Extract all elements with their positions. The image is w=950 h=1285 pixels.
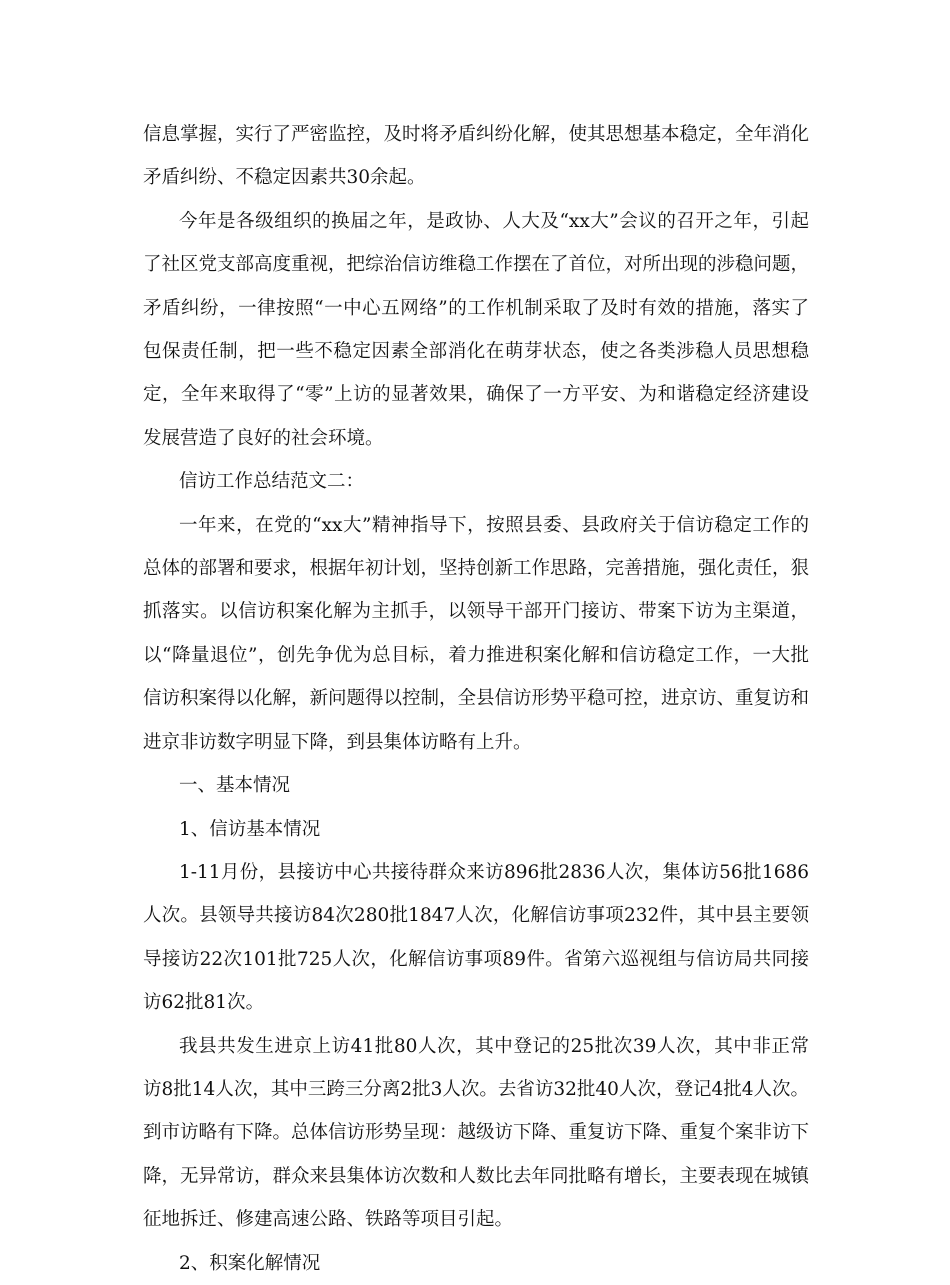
- paragraph: 今年是各级组织的换届之年，是政协、人大及“xx大”会议的召开之年，引起了社区党支部高度重视，把综治信访维稳工作摆在了首位，对所出现的涉稳问题，矛盾纠纷，一律按照“一中心五网络”的工作机制采取了及时有效的措施，落实了包保责任制，把一些不稳定因素全部消化在萌芽状态，使之各类涉稳人员思想稳定，全年来取得了“零”上访的显著效果，确保了一方平安、为和谐稳定经济建设发展营造了良好的社会环境。: [143, 210, 810, 449]
- paragraph: 我县共发生进京上访41批80人次，其中登记的25批次39人次，其中非正常访8批14人次，其中三跨三分离2批3人次。去省访32批40人次，登记4批4人次。到市访略有下降。总体信访形势呈现：越级访下降、重复访下降、重复个案非访下降，无异常访，群众来县集体访次数和人数比去年同批略有增长，主要表现在城镇征地拆迁、修建高速公路、铁路等项目引起。: [143, 1035, 810, 1231]
- paragraph: 信息掌握，实行了严密监控，及时将矛盾纠纷化解，使其思想基本稳定，全年消化矛盾纠纷、不稳定因素共30余起。: [143, 124, 810, 189]
- section-heading: 一、基本情况: [179, 775, 291, 797]
- document-body: [143, 113, 809, 1285]
- subsection-heading: 1、信访基本情况: [179, 818, 321, 840]
- paragraph: 一年来，在党的“xx大”精神指导下，按照县委、县政府关于信访稳定工作的总体的部署和要求，根据年初计划，坚持创新工作思路，完善措施，强化责任，狠抓落实。以信访积案化解为主抓手，以领导干部开门接访、带案下访为主渠道，以“降量退位”，创先争优为总目标，着力推进积案化解和信访稳定工作，一大批信访积案得以化解，新问题得以控制，全县信访形势平稳可控，进京访、重复访和进京非访数字明显下降，到县集体访略有上升。: [143, 514, 810, 753]
- paragraph: 1-11月份，县接访中心共接待群众来访896批2836人次，集体访56批1686人次。县领导共接访84次280批1847人次，化解信访事项232件，其中县主要领导接访22次101批725人次，化解信访事项89件。省第六巡视组与信访局共同接访62批81次。: [143, 861, 809, 1014]
- subsection-heading: 2、积案化解情况: [179, 1252, 321, 1274]
- section-heading: 信访工作总结范文二：: [179, 471, 365, 493]
